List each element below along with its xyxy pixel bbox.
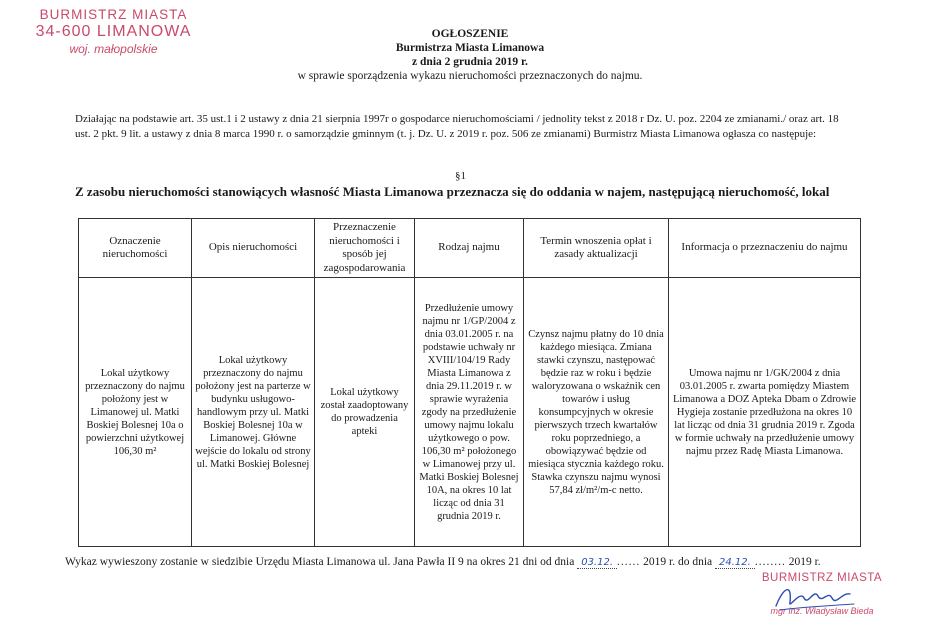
document-date: z dnia 2 grudnia 2019 r. (412, 56, 528, 68)
table-row (79, 278, 861, 547)
cell-payment-terms: Czynsz najmu płatny do 10 dnia każdego miesiąca. Zmiana stawki czynszu, następować będzie raz w roku i będzie waloryzowana o wskaźnik cen towarów i usług konsumpcyjnych w okresie pierwszych trzech kwartałów roku poprzedniego, a obowiązywać będzie od miesiąca stycznia każdego roku. Stawka czynszu najmu wynosi 57,84 zł/m²/m-c netto. (524, 278, 669, 547)
posting-date-from: 03.12. (577, 557, 617, 569)
section-sign: §1 (455, 170, 466, 182)
stamp-line-3: woj. małopolskie (69, 41, 158, 56)
property-table (78, 218, 861, 547)
header-description: Opis nieruchomości (192, 219, 315, 278)
posting-text-end: 2019 r. (788, 556, 821, 568)
posting-text: Wykaz wywieszony zostanie w siedzibie Urzędu Miasta Limanowa ul. Jana Pawła II 9 na okres 21 dni od dnia (65, 556, 575, 568)
cell-description: Lokal użytkowy przeznaczony do najmu położony jest na parterze w budynku usługowo-handlowym przy ul. Matki Boskiej Bolesnej 10a w Limanowej. Główne wejście do lokalu od strony ul. Matki Boskiej Bolesnej (192, 278, 315, 547)
lead-sentence: Z zasobu nieruchomości stanowiących własność Miasta Limanowa przeznacza się do oddania w najem, następującą nieruchomość, lokal (75, 184, 830, 199)
document-title: OGŁOSZENIE (431, 28, 509, 40)
table-header-row (79, 219, 861, 278)
signature-icon (770, 580, 860, 614)
posting-text-mid: 2019 r. do dnia (643, 556, 713, 568)
cell-designation: Lokal użytkowy przeznaczony do najmu położony jest w Limanowej ul. Matki Boskiej Bolesnej 10a o powierzchni użytkowej 106,30 m² (79, 278, 192, 547)
document-header (260, 27, 680, 83)
cell-purpose: Lokal użytkowy został zaadoptowany do prowadzenia apteki (315, 278, 415, 547)
header-lease-info: Informacja o przeznaczeniu do najmu (669, 219, 861, 278)
cell-lease-type: Przedłużenie umowy najmu nr 1/GP/2004 z dnia 03.01.2005 r. na podstawie uchwały nr XVIII/104/19 Rady Miasta Limanowa z dnia 29.11.2019 r. w sprawie wyrażenia zgody na przedłużenie umowy najmu lokalu użytkowego o pow. 106,30 m² położonego w Limanowej przy ul. Matki Boskiej Bolesnej 10A, na okres 10 lat licząc od dnia 31 grudnia 2019 r. (415, 278, 524, 547)
document-issuer: Burmistrza Miasta Limanowa (395, 42, 545, 54)
posting-date-to: 24.12. (715, 557, 755, 569)
mayor-stamp-title: BURMISTRZ MIASTA (761, 572, 883, 584)
mayor-stamp-name: mgr inż. Władysław Bieda (770, 606, 874, 616)
intro-paragraph: Działając na podstawie art. 35 ust.1 i 2 ustawy z dnia 21 sierpnia 1997r o gospodarce nieruchomościami / jednolity tekst z 2018 r Dz. U. poz. 2204 ze zmianami./ oraz art. 18 ust. 2 pkt. 9 lit. a ustawy z dnia 8 marca 1990 r. o samorządzie gminnym (t. j. Dz. U. z 2019 r. poz. 506 ze zmianami) Burmistrz Miasta Limanowa ogłasza co następuje: (75, 113, 839, 140)
header-lease-type: Rodzaj najmu (415, 219, 524, 278)
header-purpose: Przeznaczenie nieruchomości i sposób jej zagospodarowania (315, 219, 415, 278)
office-stamp (26, 8, 201, 56)
stamp-line-1: BURMISTRZ MIASTA (39, 7, 188, 22)
header-payment-terms: Termin wnoszenia opłat i zasady aktualizacji (524, 219, 669, 278)
posting-notice: Wykaz wywieszony zostanie w siedzibie Urzędu Miasta Limanowa ul. Jana Pawła II 9 na okres 21 dni od dnia 03.12. ...... 2019 r. do dnia 24.12. ........ 2019 r. (65, 556, 821, 568)
cell-lease-info: Umowa najmu nr 1/GK/2004 z dnia 03.01.2005 r. zwarta pomiędzy Miastem Limanowa a DOZ Apteka Dbam o Zdrowie Hygieja zostanie przedłużona na okres 10 lat licząc od dnia 31 grudnia 2019 r. Zgoda w formie uchwały na przedłużenie umowy najmu przez Radę Miasta Limanowa. (669, 278, 861, 547)
document-subject: w sprawie sporządzenia wykazu nieruchomości przeznaczonych do najmu. (297, 70, 643, 82)
stamp-line-2: 34-600 LIMANOWA (35, 23, 192, 41)
header-designation: Oznaczenie nieruchomości (79, 219, 192, 278)
